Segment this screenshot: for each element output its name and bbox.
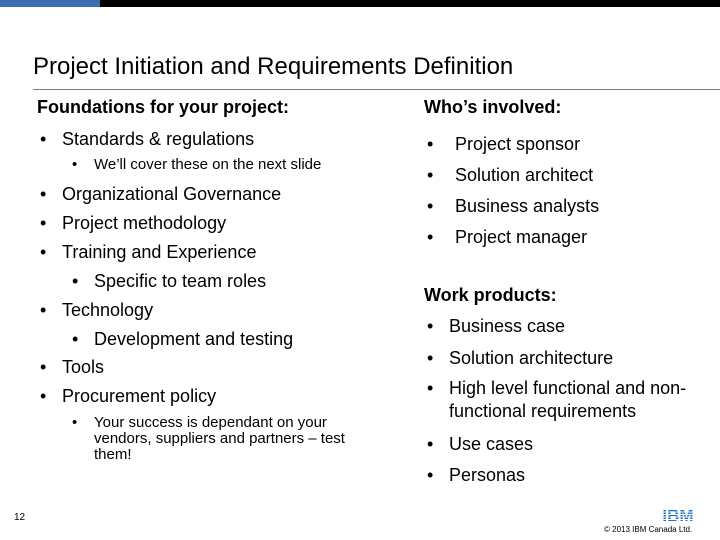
list-item [37, 212, 226, 234]
page-number: 12 [14, 512, 26, 523]
list-item [37, 385, 216, 407]
bullet-icon: • [40, 300, 47, 320]
roles-column [424, 96, 720, 496]
list-item-text: Technology [62, 300, 154, 320]
list-item-text: Procurement policy [62, 386, 217, 406]
top-bar [0, 0, 720, 7]
list-item-text: Organizational Governance [62, 184, 282, 204]
list-item-text: Solution architecture [449, 348, 614, 368]
bullet-icon: • [72, 329, 79, 349]
list-item-text: Tools [62, 357, 105, 377]
list-item [424, 464, 525, 486]
foundations-heading: Foundations for your project: [37, 97, 289, 117]
list-item-text: High level functional and non-functional requirements [449, 378, 687, 421]
list-item [424, 133, 580, 155]
list-item [37, 241, 256, 263]
bullet-icon: • [427, 227, 434, 247]
list-item-text: Business analysts [455, 196, 600, 216]
ibm-logo-icon [660, 505, 696, 525]
list-item [424, 195, 599, 217]
products-heading: Work products: [424, 285, 557, 305]
list-item-text: Project manager [455, 227, 588, 247]
bullet-icon: • [40, 184, 47, 204]
list-item [424, 347, 613, 369]
list-subitem-text: Your success is dependant on your vendors, suppliers and partners – test them! [94, 414, 345, 463]
list-item-text: Project sponsor [455, 134, 581, 154]
bullet-icon: • [427, 465, 434, 485]
list-subitem [37, 328, 293, 350]
bullet-icon: • [40, 242, 47, 262]
top-bar-accent [0, 0, 100, 7]
bullet-icon: • [427, 134, 434, 154]
list-item-text: Project methodology [62, 213, 227, 233]
list-item-text: Business case [449, 316, 566, 336]
copyright-notice: © 2013 IBM Canada Ltd. [604, 525, 693, 534]
bullet-icon: • [40, 213, 47, 233]
list-subitem [37, 270, 266, 292]
list-item [37, 183, 281, 205]
title-divider [33, 89, 720, 90]
bullet-icon: • [427, 165, 434, 185]
bullet-icon: • [72, 271, 79, 291]
list-item [37, 356, 104, 378]
bullet-icon: • [427, 348, 434, 368]
list-item [37, 299, 153, 321]
list-item [424, 377, 719, 423]
bullet-icon: • [427, 378, 434, 398]
bullet-icon: • [427, 434, 434, 454]
involved-heading: Who’s involved: [424, 97, 562, 117]
bullet-icon: • [72, 414, 78, 431]
foundations-column [37, 96, 377, 486]
bullet-icon: • [40, 357, 47, 377]
bullet-icon: • [427, 196, 434, 216]
list-subitem [37, 415, 384, 463]
list-item [424, 226, 587, 248]
bullet-icon: • [40, 129, 47, 149]
list-item-text: Use cases [449, 434, 534, 454]
list-subitem-text: Specific to team roles [94, 271, 267, 291]
list-item [424, 433, 533, 455]
list-item-text: Training and Experience [62, 242, 257, 262]
list-item [424, 164, 593, 186]
bullet-icon: • [72, 156, 78, 173]
bullet-icon: • [40, 386, 47, 406]
list-item [424, 315, 565, 337]
list-item-text: Standards & regulations [62, 129, 255, 149]
list-item-text: Personas [449, 465, 526, 485]
slide-title: Project Initiation and Requirements Definition [33, 53, 514, 80]
list-subitem-text: We’ll cover these on the next slide [94, 156, 322, 173]
bullet-icon: • [427, 316, 434, 336]
list-item [37, 128, 254, 150]
list-subitem-text: Development and testing [94, 329, 294, 349]
list-subitem [37, 156, 321, 174]
list-item-text: Solution architect [455, 165, 594, 185]
